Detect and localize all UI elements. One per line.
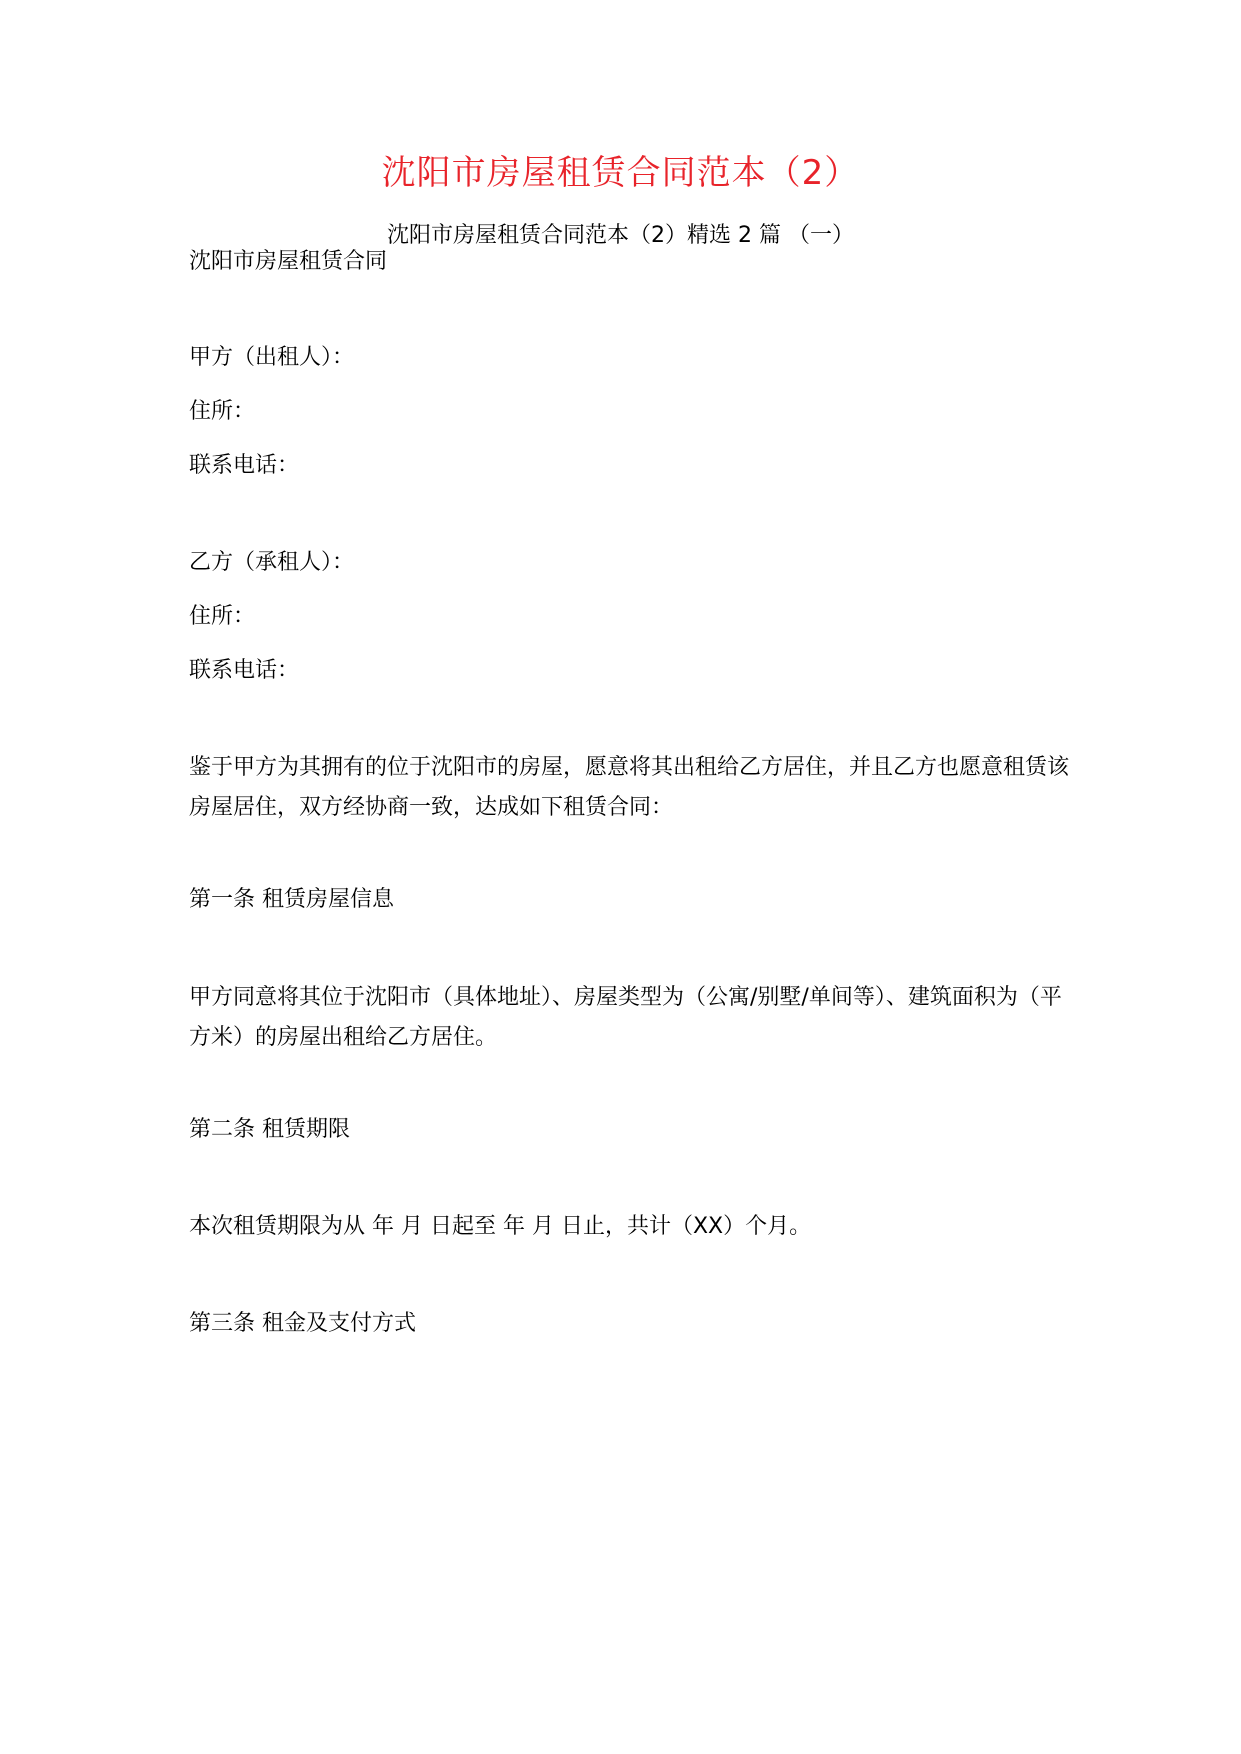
preamble-paragraph: 鉴于甲方为其拥有的位于沈阳市的房屋，愿意将其出租给乙方居住，并且乙方也愿意租赁该房屋居住，双方经协商一致，达成如下租赁合同： (189, 755, 1070, 820)
article2-heading: 第二条 租赁期限 (189, 1117, 350, 1142)
party-b-label: 乙方（承租人）： (189, 550, 355, 575)
party-b-address: 住所： (189, 604, 256, 629)
article1-heading: 第一条 租赁房屋信息 (189, 887, 394, 912)
party-b-phone: 联系电话： (189, 658, 300, 683)
party-a-label: 甲方（出租人）： (189, 345, 355, 370)
party-a-address: 住所： (189, 399, 256, 424)
document-subtitle: 沈阳市房屋租赁合同范本（2）精选 2 篇 （一） (387, 223, 854, 248)
article3-heading: 第三条 租金及支付方式 (189, 1311, 416, 1336)
article2-body: 本次租赁期限为从 年 月 日起至 年 月 日止，共计（XX）个月。 (189, 1214, 812, 1239)
contract-heading: 沈阳市房屋租赁合同 (189, 249, 388, 274)
party-a-phone: 联系电话： (189, 453, 300, 478)
document-title: 沈阳市房屋租赁合同范本（2） (381, 153, 860, 193)
article1-body: 甲方同意将其位于沈阳市（具体地址）、房屋类型为（公寓/别墅/单间等）、建筑面积为（平方米）的房屋出租给乙方居住。 (189, 985, 1062, 1050)
